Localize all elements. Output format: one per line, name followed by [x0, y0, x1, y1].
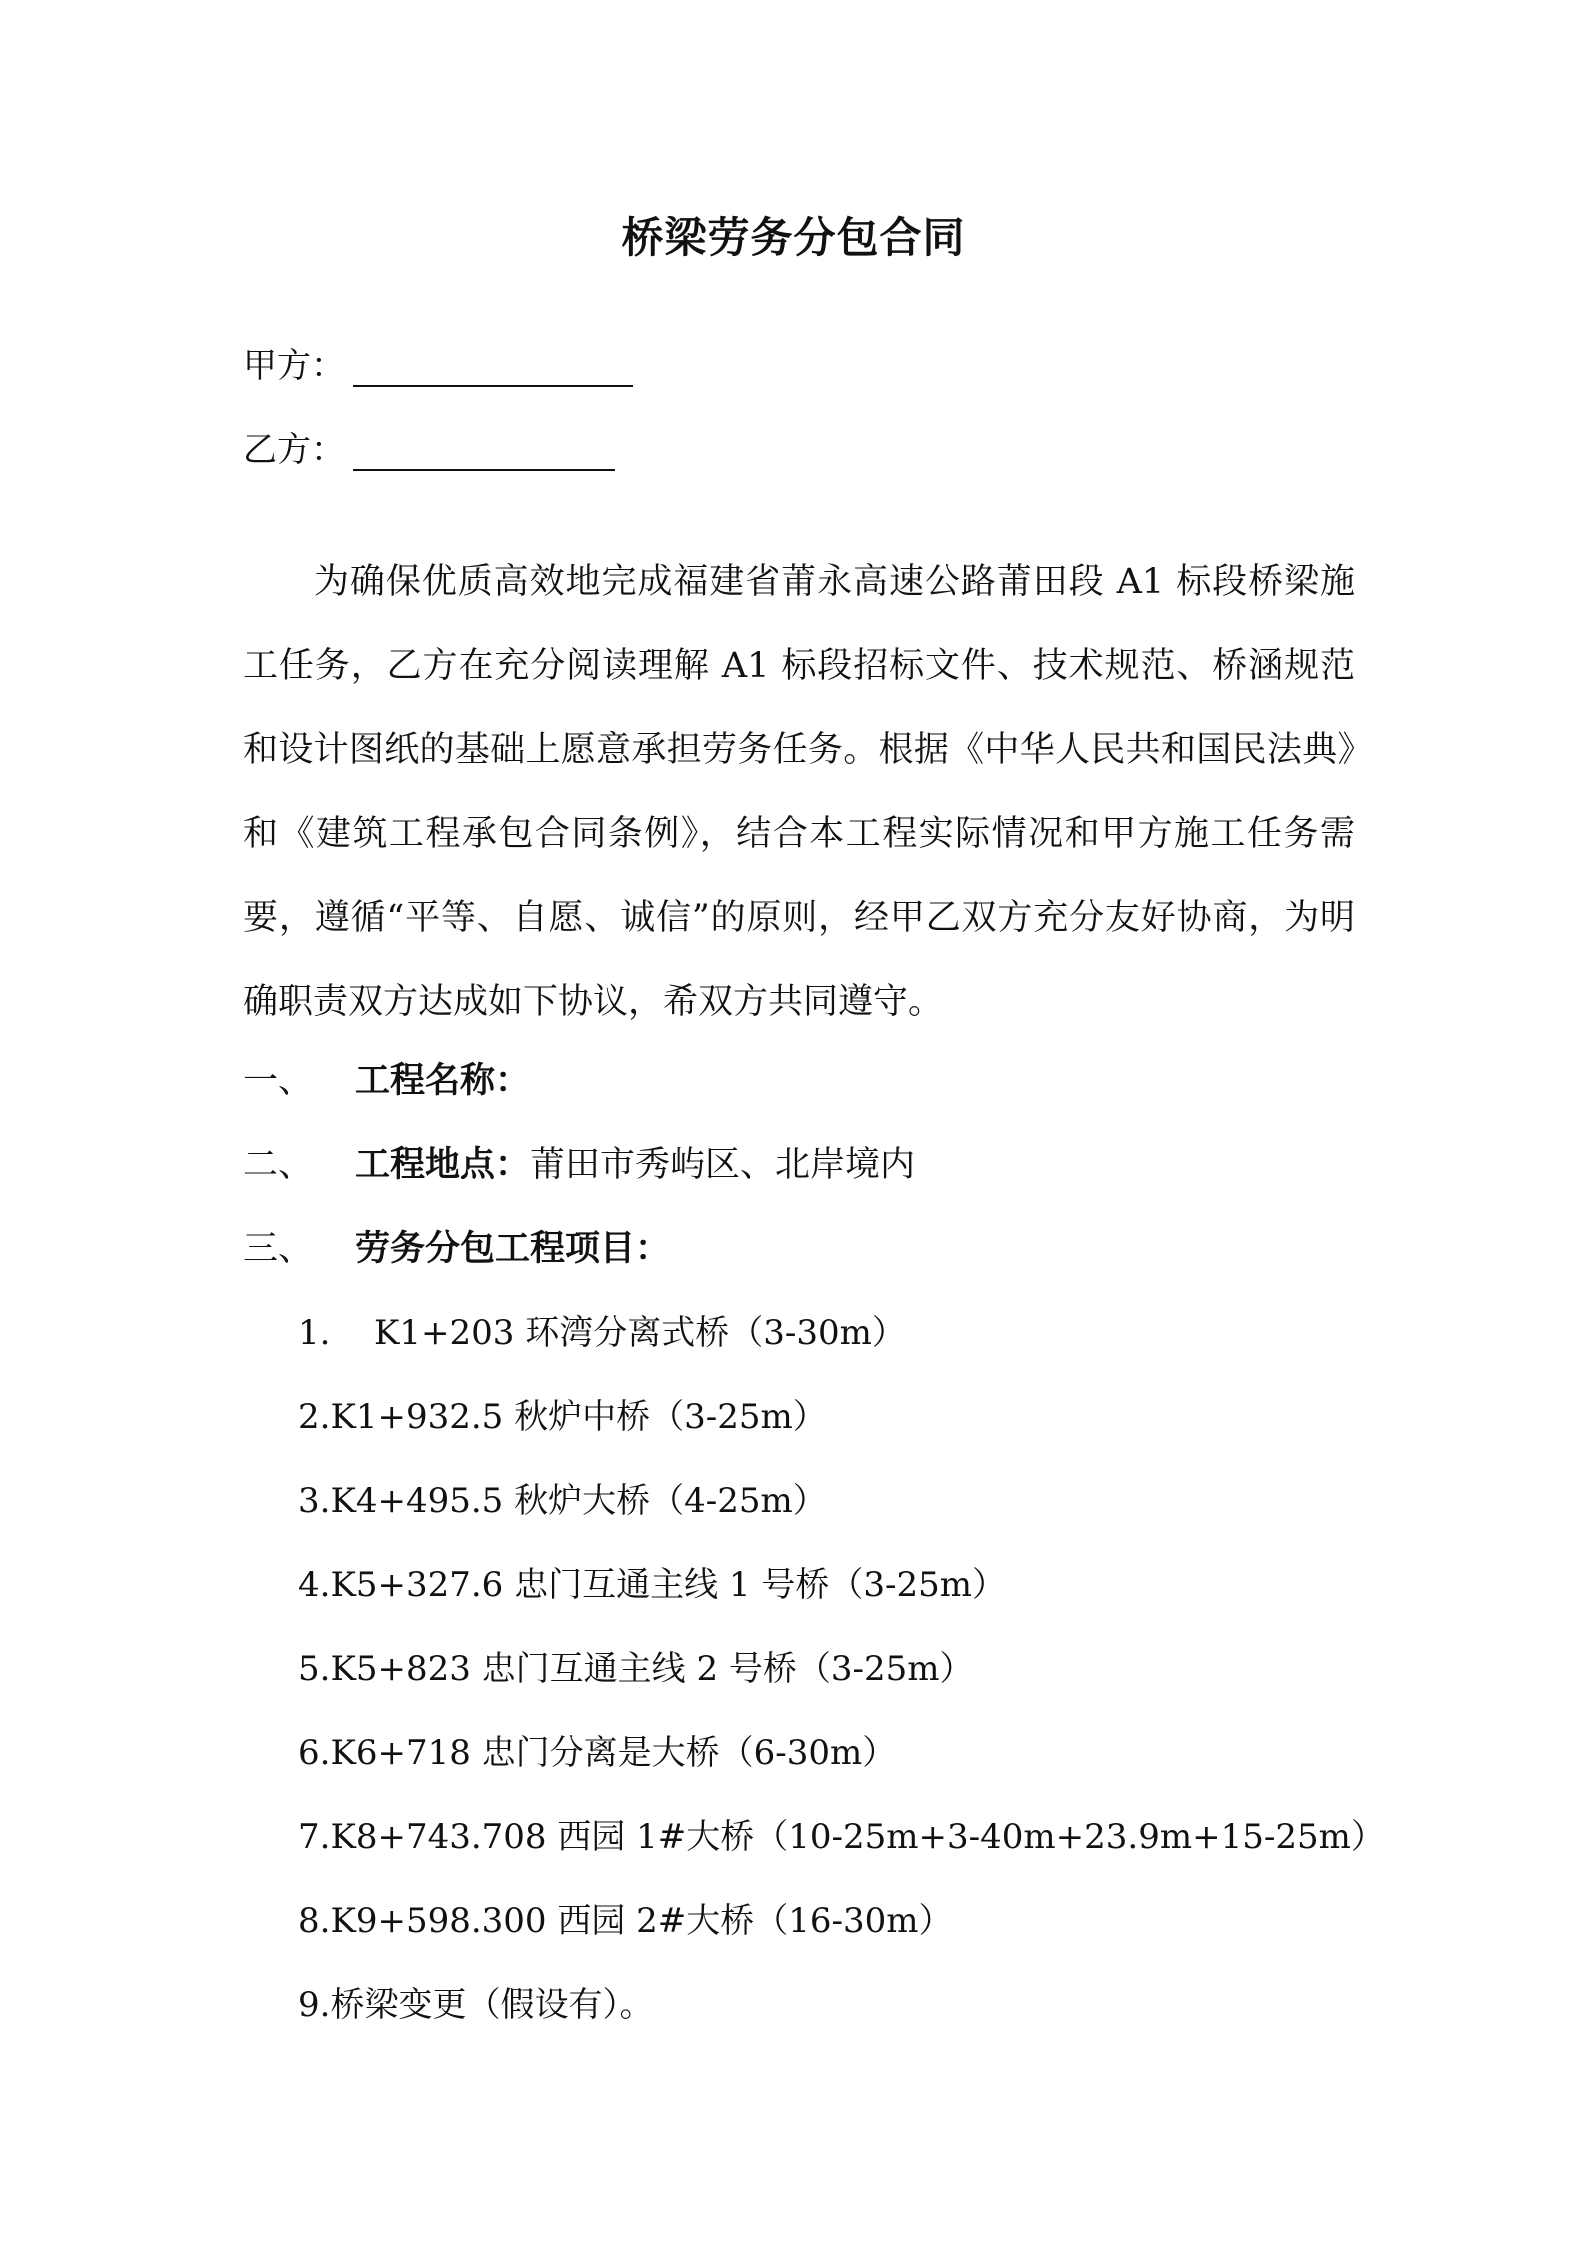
- section-1: [243, 1053, 530, 1103]
- project-item-1-text: K1+203 环湾分离式桥（3-30m）: [374, 1313, 906, 1353]
- project-item-8: [298, 1893, 953, 1942]
- section-3-label: 劳务分包工程项目：: [355, 1228, 671, 1269]
- project-item-1: [298, 1305, 906, 1354]
- project-item-4: [298, 1557, 1006, 1606]
- project-item-9: [298, 1977, 653, 2026]
- section-2-label: 工程地点：: [355, 1144, 531, 1185]
- section-1-number: 一、: [243, 1061, 314, 1101]
- project-item-1-number: 1.: [298, 1313, 331, 1353]
- section-2: [243, 1137, 915, 1187]
- project-item-6: [298, 1725, 896, 1774]
- project-item-7-text: 7.K8+743.708 西园 1#大桥（10-25m+3-40m+23.9m+15-25m）: [298, 1817, 1385, 1857]
- project-item-2: [298, 1389, 827, 1438]
- party-a-line: [243, 338, 633, 387]
- project-item-2-text: 2.K1+932.5 秋炉中桥（3-25m）: [298, 1397, 827, 1437]
- project-item-3-text: 3.K4+495.5 秋炉大桥（4-25m）: [298, 1481, 827, 1521]
- project-item-7: [298, 1809, 1385, 1858]
- section-2-value: 莆田市秀屿区、北岸境内: [530, 1145, 916, 1185]
- party-b-blank: [353, 435, 615, 471]
- project-item-4-text: 4.K5+327.6 忠门互通主线 1 号桥（3-25m）: [298, 1565, 1006, 1605]
- intro-text: 为确保优质高效地完成福建省莆永高速公路莆田段 A1 标段桥梁施工任务，乙方在充分阅读理解 A1 标段招标文件、技术规范、桥涵规范和设计图纸的基础上愿意承担劳务任务。根据《中华人民共和国民法典》和《建筑工程承包合同条例》，结合本工程实际情况和甲方施工任务需要，遵循“平等、自愿、诚信”的原则，经甲乙双方充分友好协商，为明确职责双方达成如下协议，希双方共同遵守。: [243, 562, 1355, 1022]
- party-a-label: 甲方：: [243, 346, 345, 386]
- project-item-5-text: 5.K5+823 忠门互通主线 2 号桥（3-25m）: [298, 1649, 974, 1689]
- party-b-label: 乙方：: [243, 430, 345, 470]
- document-title: 桥梁劳务分包合同: [621, 213, 966, 262]
- section-1-label: 工程名称：: [355, 1060, 531, 1101]
- project-item-8-text: 8.K9+598.300 西园 2#大桥（16-30m）: [298, 1901, 953, 1941]
- project-item-5: [298, 1641, 974, 1690]
- party-b-line: [243, 422, 615, 471]
- party-a-blank: [353, 351, 633, 387]
- project-item-6-text: 6.K6+718 忠门分离是大桥（6-30m）: [298, 1733, 897, 1773]
- section-2-number: 二、: [243, 1145, 314, 1185]
- section-3-number: 三、: [243, 1229, 314, 1269]
- intro-paragraph: [243, 540, 1355, 1044]
- section-3: [243, 1221, 670, 1271]
- project-item-9-text: 9.桥梁变更（假设有）。: [298, 1985, 654, 2025]
- project-item-3: [298, 1473, 827, 1522]
